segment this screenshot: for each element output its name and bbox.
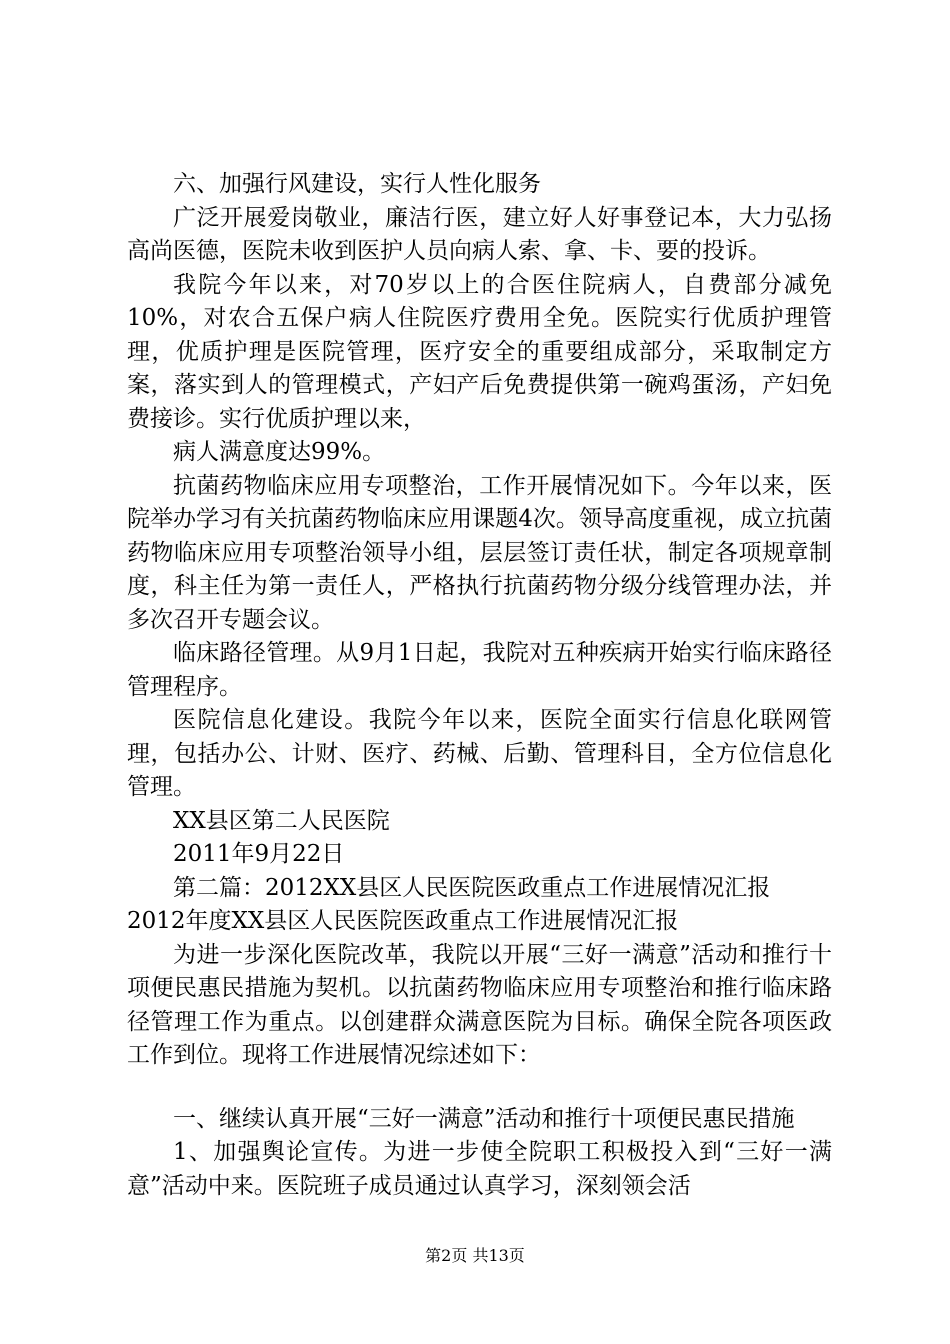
- paragraph: 为进一步深化医院改革，我院以开展“三好一满意”活动和推行十项便民惠民措施为契机。以抗菌药物临床应用专项整治和推行临床路径管理工作为重点。以创建群众满意医院为目标。确保全院各项医政工作到位。现将工作进展情况综述如下：: [127, 941, 832, 1068]
- paragraph: 我院今年以来，对70岁以上的合医住院病人，自费部分减免10%，对农合五保户病人住院医疗费用全免。医院实行优质护理管理，优质护理是医院管理，医疗安全的重要组成部分，采取制定方案，落实到人的管理模式，产妇产后免费提供第一碗鸡蛋汤，产妇免费接诊。实行优质护理以来，: [127, 271, 832, 432]
- paragraph: 广泛开展爱岗敬业，廉洁行医，建立好人好事登记本，大力弘扬高尚医德，医院未收到医护人员向病人索、拿、卡、要的投诉。: [127, 204, 832, 264]
- page-footer: 第2页 共13页: [425, 1246, 525, 1265]
- paragraph: 临床路径管理。从9月1日起，我院对五种疾病开始实行临床路径管理程序。: [127, 640, 832, 700]
- chapter-heading: 第二篇：2012XX县区人民医院医政重点工作进展情况汇报: [173, 874, 771, 901]
- report-title: 2012年度XX县区人民医院医政重点工作进展情况汇报: [127, 908, 679, 934]
- signature-org: XX县区第二人民医院: [173, 807, 390, 834]
- paragraph: 抗菌药物临床应用专项整治，工作开展情况如下。今年以来，医院举办学习有关抗菌药物临床应用课题4次。领导高度重视，成立抗菌药物临床应用专项整治领导小组，层层签订责任状，制定各项规章制度，科主任为第一责任人，严格执行抗菌药物分级分线管理办法，并多次召开专题会议。: [127, 472, 832, 633]
- section-heading: 一、继续认真开展“三好一满意”活动和推行十项便民惠民措施: [173, 1105, 795, 1132]
- paragraph: 1、加强舆论宣传。为进一步使全院职工积极投入到“三好一满意”活动中来。医院班子成员通过认真学习，深刻领会活: [127, 1139, 832, 1199]
- paragraph: 病人满意度达99%。: [173, 439, 386, 465]
- document-body: [127, 168, 832, 1203]
- paragraph: 医院信息化建设。我院今年以来，医院全面实行信息化联网管理，包括办公、计财、医疗、药械、后勤、管理科目，全方位信息化管理。: [127, 707, 832, 800]
- signature-date: 2011年9月22日: [173, 841, 345, 867]
- section-heading: 六、加强行风建设，实行人性化服务: [173, 171, 541, 197]
